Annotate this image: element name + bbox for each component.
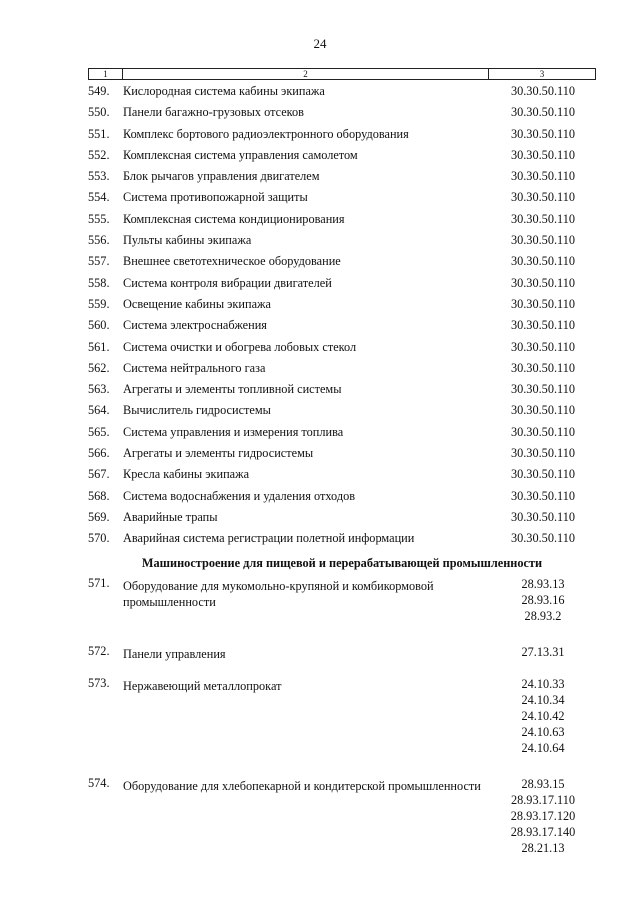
- okpd-code: 30.30.50.110: [510, 296, 576, 311]
- aviation-rows: [0, 81, 640, 550]
- okpd-code: 30.30.50.110: [510, 382, 576, 397]
- header-col-1: 1: [89, 69, 123, 79]
- row-number: 550.: [88, 105, 110, 120]
- row-number: 572.: [88, 643, 110, 658]
- table-row: [0, 337, 640, 358]
- okpd-code: 28.93.16: [521, 592, 565, 607]
- row-codes: [488, 124, 598, 144]
- table-row: [0, 209, 640, 230]
- row-codes: [488, 145, 598, 165]
- row-number: 573.: [88, 675, 110, 690]
- row-number: 565.: [88, 424, 110, 439]
- table-row: [0, 528, 640, 549]
- header-col-2: 2: [123, 69, 489, 79]
- row-name: Оборудование для мукомольно-крупяной и комбикормовой промышленности: [123, 578, 434, 609]
- row-name: Кислородная система кабины экипажа: [123, 84, 325, 98]
- row-name: Кресла кабины экипажа: [123, 467, 250, 482]
- row-codes: [488, 486, 598, 506]
- row-number: 568.: [88, 488, 110, 503]
- okpd-code: 30.30.50.110: [510, 169, 576, 184]
- row-name: Нержавеющий металлопрокат: [123, 678, 282, 693]
- row-codes: [488, 166, 598, 186]
- table-row: [0, 251, 640, 272]
- okpd-code: 30.30.50.110: [510, 488, 576, 503]
- table-row: [0, 102, 640, 123]
- row-number: 560.: [88, 318, 110, 333]
- row-codes: [488, 776, 598, 856]
- table-row: [0, 776, 640, 856]
- row-codes: [488, 315, 598, 335]
- row-name: Комплексная система кондиционирования: [123, 211, 345, 226]
- row-number: 555.: [88, 211, 110, 226]
- table-row: [0, 464, 640, 485]
- table-row: [0, 443, 640, 464]
- table-row: [0, 315, 640, 336]
- row-codes: [488, 209, 598, 229]
- okpd-code: 30.30.50.110: [510, 147, 576, 162]
- table-header: [88, 68, 596, 80]
- row-number: 557.: [88, 254, 110, 269]
- row-name: Система водоснабжения и удаления отходов: [123, 488, 356, 503]
- row-name: Оборудование для хлебопекарной и кондитерской промышленности: [123, 778, 481, 793]
- okpd-code: 30.30.50.110: [510, 211, 576, 226]
- row-codes: [488, 400, 598, 420]
- row-number: 558.: [88, 275, 110, 290]
- okpd-code: 30.30.50.110: [510, 275, 576, 290]
- row-codes: [488, 251, 598, 271]
- table-row: [0, 576, 640, 624]
- table-row: [0, 145, 640, 166]
- table-row: [0, 486, 640, 507]
- okpd-code: 30.30.50.110: [510, 424, 576, 439]
- okpd-code: 30.30.50.110: [510, 360, 576, 375]
- row-name: Внешнее светотехническое оборудование: [123, 254, 341, 269]
- okpd-code: 30.30.50.110: [510, 403, 576, 418]
- row-codes: [488, 644, 598, 660]
- row-codes: [488, 187, 598, 207]
- row-name: Система электроснабжения: [123, 318, 267, 333]
- row-number: 561.: [88, 339, 110, 354]
- table-row: [0, 379, 640, 400]
- row-number: 556.: [88, 233, 110, 248]
- okpd-code: 30.30.50.110: [510, 467, 576, 482]
- okpd-code: 30.30.50.110: [510, 190, 576, 205]
- row-codes: [488, 676, 598, 756]
- okpd-code: 28.93.2: [524, 608, 562, 623]
- row-name: Аварийная система регистрации полетной информации: [123, 531, 415, 546]
- table-row: [0, 124, 640, 145]
- row-codes: [488, 464, 598, 484]
- row-number: 574.: [88, 775, 110, 790]
- row-name: Блок рычагов управления двигателем: [123, 169, 320, 184]
- page-number: 24: [313, 36, 327, 51]
- table-row: [0, 294, 640, 315]
- row-number: 569.: [88, 509, 110, 524]
- row-codes: [488, 528, 598, 548]
- okpd-code: 24.10.42: [521, 708, 565, 723]
- okpd-code: 28.93.15: [521, 776, 565, 791]
- row-number: 570.: [88, 531, 110, 546]
- row-codes: [488, 81, 598, 101]
- okpd-code: 30.30.50.110: [510, 126, 576, 141]
- okpd-code: 24.10.33: [521, 676, 565, 691]
- row-name: Комплекс бортового радиоэлектронного оборудования: [123, 126, 409, 141]
- okpd-code: 30.30.50.110: [510, 446, 576, 461]
- okpd-code: 30.30.50.110: [510, 509, 576, 524]
- okpd-code: 30.30.50.110: [510, 254, 576, 269]
- row-codes: [488, 379, 598, 399]
- row-name: Освещение кабины экипажа: [123, 296, 271, 311]
- row-number: 571.: [88, 575, 110, 590]
- row-number: 554.: [88, 190, 110, 205]
- table-row: [0, 166, 640, 187]
- okpd-code: 30.30.50.110: [510, 318, 576, 333]
- okpd-code: 30.30.50.110: [510, 105, 576, 120]
- okpd-code: 30.30.50.110: [510, 531, 576, 546]
- row-number: 553.: [88, 169, 110, 184]
- row-codes: [488, 507, 598, 527]
- row-number: 562.: [88, 360, 110, 375]
- food-industry-rows: [0, 576, 640, 856]
- row-codes: [488, 443, 598, 463]
- okpd-code: 24.10.34: [521, 692, 565, 707]
- table-row: [0, 676, 640, 756]
- okpd-code: 24.10.64: [521, 740, 565, 755]
- row-name: Вычислитель гидросистемы: [123, 403, 271, 418]
- row-name: Агрегаты и элементы топливной системы: [123, 382, 342, 397]
- row-number: 564.: [88, 403, 110, 418]
- row-number: 566.: [88, 446, 110, 461]
- row-name: Пульты кабины экипажа: [123, 233, 252, 248]
- okpd-code: 27.13.31: [521, 644, 565, 659]
- okpd-code: 28.93.17.110: [510, 792, 576, 807]
- row-name: Аварийные трапы: [123, 509, 218, 524]
- table-row: [0, 187, 640, 208]
- header-col-3: 3: [539, 69, 545, 79]
- table-body: [0, 81, 640, 856]
- row-number: 559.: [88, 296, 110, 311]
- row-number: 549.: [88, 84, 110, 98]
- row-name: Панели багажно-грузовых отсеков: [123, 105, 304, 120]
- row-name: Система очистки и обогрева лобовых стекол: [123, 339, 357, 354]
- okpd-code: 30.30.50.110: [510, 233, 576, 248]
- okpd-code: 30.30.50.110: [510, 339, 576, 354]
- okpd-code: 28.93.17.140: [510, 824, 576, 839]
- row-number: 563.: [88, 382, 110, 397]
- row-codes: [488, 576, 598, 624]
- table-row: [0, 507, 640, 528]
- row-name: Система нейтрального газа: [123, 360, 266, 375]
- okpd-code: 28.93.17.120: [510, 808, 576, 823]
- section-title: Машиностроение для пищевой и перерабатывающей промышленности: [141, 555, 543, 570]
- row-codes: [488, 102, 598, 122]
- row-name: Система противопожарной защиты: [123, 190, 308, 205]
- table-row: [0, 644, 640, 662]
- row-codes: [488, 294, 598, 314]
- row-name: Агрегаты и элементы гидросистемы: [123, 446, 314, 461]
- row-codes: [488, 273, 598, 293]
- row-codes: [488, 358, 598, 378]
- row-number: 551.: [88, 126, 110, 141]
- row-codes: [488, 422, 598, 442]
- table-row: [0, 358, 640, 379]
- row-name: Система контроля вибрации двигателей: [123, 275, 332, 290]
- okpd-code: 28.21.13: [521, 840, 565, 855]
- table-row: [0, 273, 640, 294]
- row-number: 552.: [88, 147, 110, 162]
- row-number: 567.: [88, 467, 110, 482]
- row-name: Система управления и измерения топлива: [123, 424, 344, 439]
- table-row: [0, 81, 640, 102]
- row-codes: [488, 337, 598, 357]
- table-row: [0, 400, 640, 421]
- table-row: [0, 230, 640, 251]
- table-row: [0, 422, 640, 443]
- row-name: Комплексная система управления самолетом: [123, 147, 358, 162]
- row-name: Панели управления: [123, 646, 226, 661]
- okpd-code: 30.30.50.110: [510, 84, 576, 98]
- okpd-code: 24.10.63: [521, 724, 565, 739]
- row-codes: [488, 230, 598, 250]
- okpd-code: 28.93.13: [521, 576, 565, 591]
